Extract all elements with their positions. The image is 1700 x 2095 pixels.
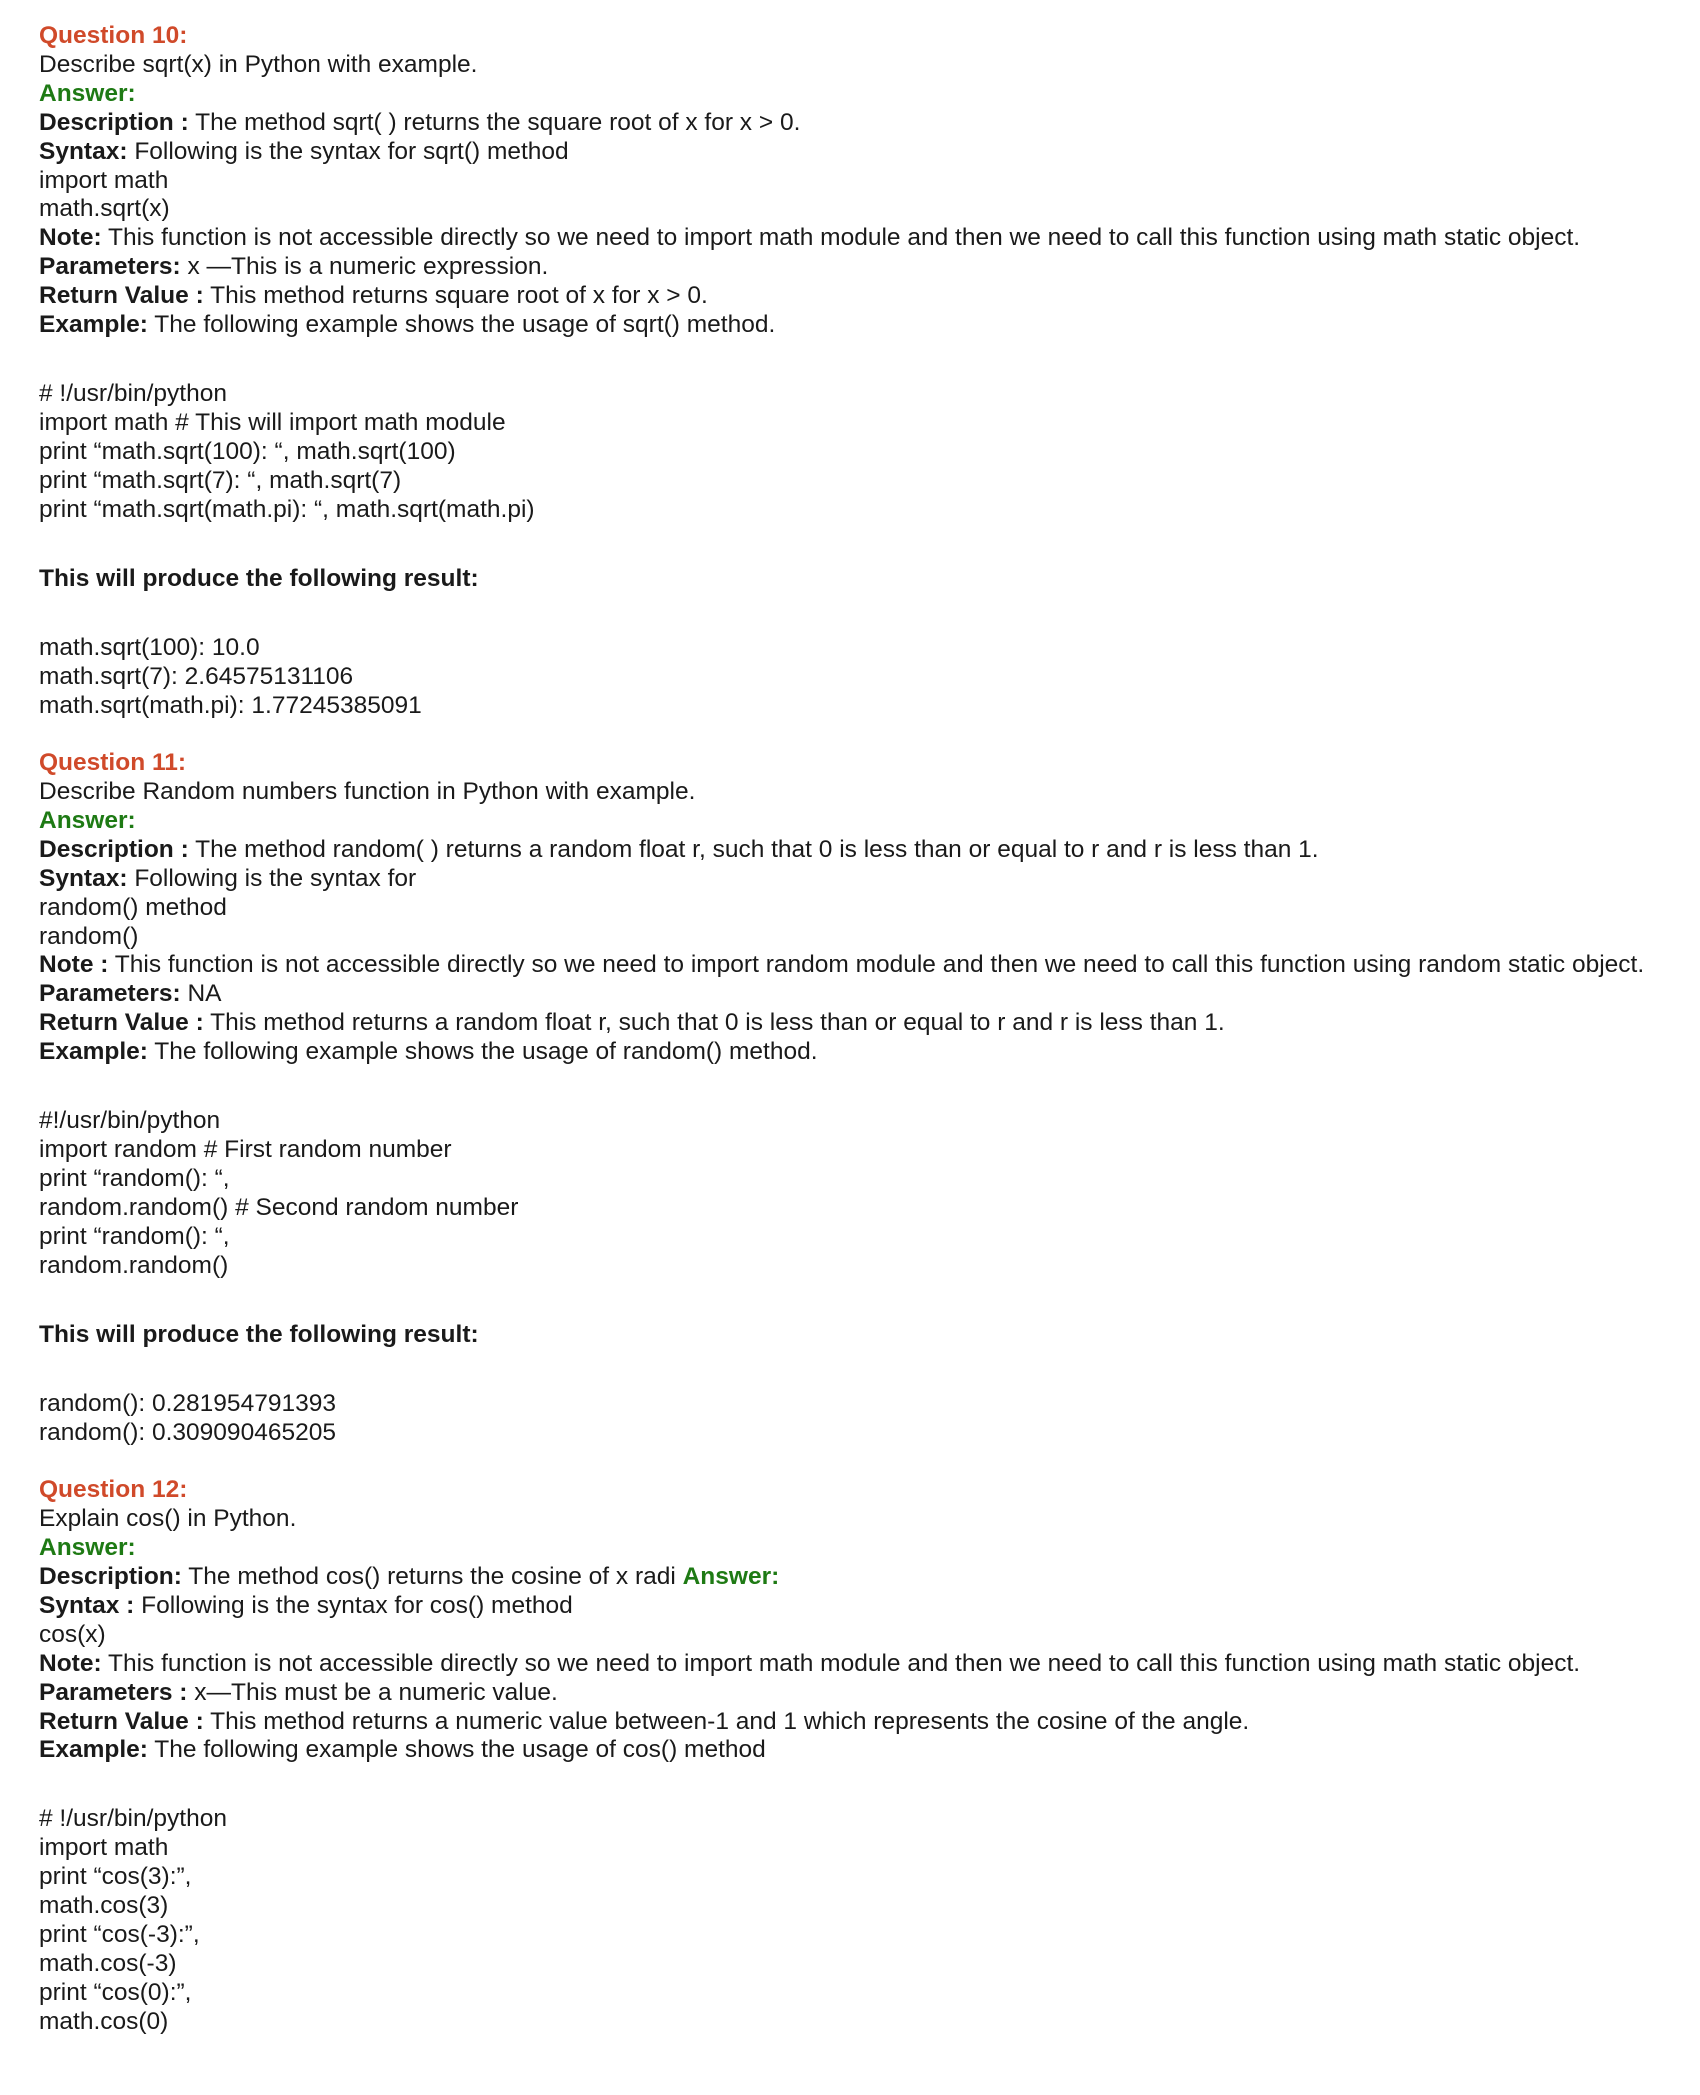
- note-line: [39, 224, 1679, 253]
- note-label: Note:: [39, 1649, 102, 1677]
- code-line: print “math.sqrt(100): “, math.sqrt(100): [39, 437, 456, 465]
- return-value-line: [39, 282, 1679, 311]
- inline-answer-label: Answer:: [682, 1562, 780, 1590]
- result-line: math.sqrt(100): 10.0: [39, 634, 260, 662]
- example-line: [39, 311, 1679, 340]
- answer-label: Answer:: [39, 1534, 136, 1562]
- example-text: The following example shows the usage of cos() method: [147, 1736, 766, 1764]
- note-text: This function is not accessible directly so we need to import math module and then we need to call this function using math static object.: [101, 1649, 1581, 1677]
- example-line: [39, 1038, 1679, 1067]
- description-label: Description:: [39, 1562, 182, 1590]
- return-value-label: Return Value :: [39, 282, 204, 310]
- parameters-text: x —This is a numeric expression.: [180, 253, 549, 281]
- document-page: [39, 22, 1679, 2037]
- question-12-section: [39, 1476, 1679, 2036]
- syntax-code-line: random(): [39, 922, 139, 950]
- question-11-section: [39, 749, 1679, 1448]
- code-line: random.random() # Second random number: [39, 1193, 519, 1221]
- result-block: [39, 634, 1679, 721]
- parameters-label: Parameters:: [39, 253, 181, 281]
- syntax-label: Syntax :: [39, 1591, 135, 1619]
- code-line: math.cos(3): [39, 1892, 169, 1920]
- note-label: Note :: [39, 951, 109, 979]
- code-line: math.cos(0): [39, 2007, 169, 2035]
- parameters-text: x—This must be a numeric value.: [187, 1678, 558, 1706]
- result-line: random(): 0.281954791393: [39, 1390, 336, 1418]
- note-text: This function is not accessible directly so we need to import random module and then we need to call this function using random static object.: [108, 951, 1645, 979]
- note-label: Note:: [39, 224, 102, 252]
- code-line: random.random(): [39, 1251, 229, 1279]
- code-line: print “cos(0):”,: [39, 1978, 192, 2006]
- question-heading: Question 11:: [39, 749, 187, 777]
- syntax-text: Following is the syntax for cos() method: [134, 1591, 573, 1619]
- question-text: Describe sqrt(x) in Python with example.: [39, 50, 478, 78]
- note-line: [39, 951, 1679, 980]
- syntax-label: Syntax:: [39, 864, 128, 892]
- result-heading: This will produce the following result:: [39, 564, 479, 592]
- code-line: math.cos(-3): [39, 1949, 177, 1977]
- code-line: print “math.sqrt(7): “, math.sqrt(7): [39, 466, 402, 494]
- return-value-text: This method returns a random float r, such that 0 is less than or equal to r and r is less than 1.: [203, 1009, 1225, 1037]
- result-line: math.sqrt(7): 2.64575131106: [39, 663, 354, 691]
- answer-label: Answer:: [39, 79, 136, 107]
- code-line: print “math.sqrt(math.pi): “, math.sqrt(math.pi): [39, 495, 535, 523]
- parameters-line: [39, 253, 1679, 282]
- result-line: random(): 0.309090465205: [39, 1419, 336, 1447]
- example-line: [39, 1736, 1679, 1765]
- syntax-line: [39, 138, 1679, 167]
- description-text: The method random( ) returns a random float r, such that 0 is less than or equal to r and r is less than 1.: [188, 835, 1319, 863]
- syntax-code-line: math.sqrt(x): [39, 195, 170, 223]
- description-label: Description :: [39, 835, 189, 863]
- code-line: print “random(): “,: [39, 1164, 230, 1192]
- code-line: # !/usr/bin/python: [39, 1805, 227, 1833]
- return-value-text: This method returns a numeric value between-1 and 1 which represents the cosine of the angle.: [203, 1707, 1250, 1735]
- syntax-code-line: import math: [39, 166, 169, 194]
- code-line: print “cos(-3):”,: [39, 1920, 200, 1948]
- code-block: [39, 380, 1679, 525]
- question-10-section: [39, 22, 1679, 721]
- return-value-label: Return Value :: [39, 1009, 204, 1037]
- example-text: The following example shows the usage of random() method.: [147, 1038, 818, 1066]
- parameters-label: Parameters :: [39, 1678, 188, 1706]
- parameters-text: NA: [180, 980, 222, 1008]
- code-block: [39, 1107, 1679, 1280]
- syntax-line: [39, 1592, 1679, 1621]
- syntax-text: Following is the syntax for sqrt() method: [127, 137, 569, 165]
- question-text: Explain cos() in Python.: [39, 1505, 297, 1533]
- parameters-line: [39, 980, 1679, 1009]
- result-line: math.sqrt(math.pi): 1.77245385091: [39, 692, 422, 720]
- note-text: This function is not accessible directly so we need to import math module and then we need to call this function using math static object.: [101, 224, 1581, 252]
- result-block: [39, 1390, 1679, 1448]
- syntax-label: Syntax:: [39, 137, 128, 165]
- syntax-text: Following is the syntax for: [127, 864, 417, 892]
- parameters-line: [39, 1679, 1679, 1708]
- code-line: # !/usr/bin/python: [39, 379, 227, 407]
- code-line: import random # First random number: [39, 1136, 452, 1163]
- return-value-line: [39, 1009, 1679, 1038]
- example-text: The following example shows the usage of sqrt() method.: [147, 311, 776, 339]
- description-line: [39, 1563, 1679, 1592]
- return-value-line: [39, 1708, 1679, 1737]
- return-value-label: Return Value :: [39, 1707, 204, 1735]
- question-heading: Question 10:: [39, 22, 188, 49]
- description-label: Description :: [39, 108, 189, 136]
- description-line: [39, 109, 1679, 138]
- answer-label: Answer:: [39, 806, 136, 834]
- note-line: [39, 1650, 1679, 1679]
- example-label: Example:: [39, 311, 148, 339]
- code-line: import math: [39, 1834, 169, 1862]
- question-heading: Question 12:: [39, 1476, 188, 1504]
- example-label: Example:: [39, 1736, 148, 1764]
- example-label: Example:: [39, 1038, 148, 1066]
- code-line: #!/usr/bin/python: [39, 1107, 221, 1135]
- description-line: [39, 836, 1679, 865]
- question-text: Describe Random numbers function in Python with example.: [39, 778, 696, 806]
- return-value-text: This method returns square root of x for x > 0.: [203, 282, 708, 310]
- code-block: [39, 1805, 1679, 2036]
- code-line: print “random(): “,: [39, 1222, 230, 1250]
- syntax-line: [39, 865, 1679, 894]
- result-heading: This will produce the following result:: [39, 1320, 479, 1348]
- code-line: import math # This will import math module: [39, 408, 506, 436]
- description-text: The method cos() returns the cosine of x radi: [181, 1562, 683, 1590]
- parameters-label: Parameters:: [39, 980, 181, 1008]
- code-line: print “cos(3):”,: [39, 1863, 192, 1891]
- syntax-code-line: random() method: [39, 893, 227, 921]
- syntax-code-line: cos(x): [39, 1620, 106, 1648]
- description-text: The method sqrt( ) returns the square root of x for x > 0.: [188, 108, 801, 136]
